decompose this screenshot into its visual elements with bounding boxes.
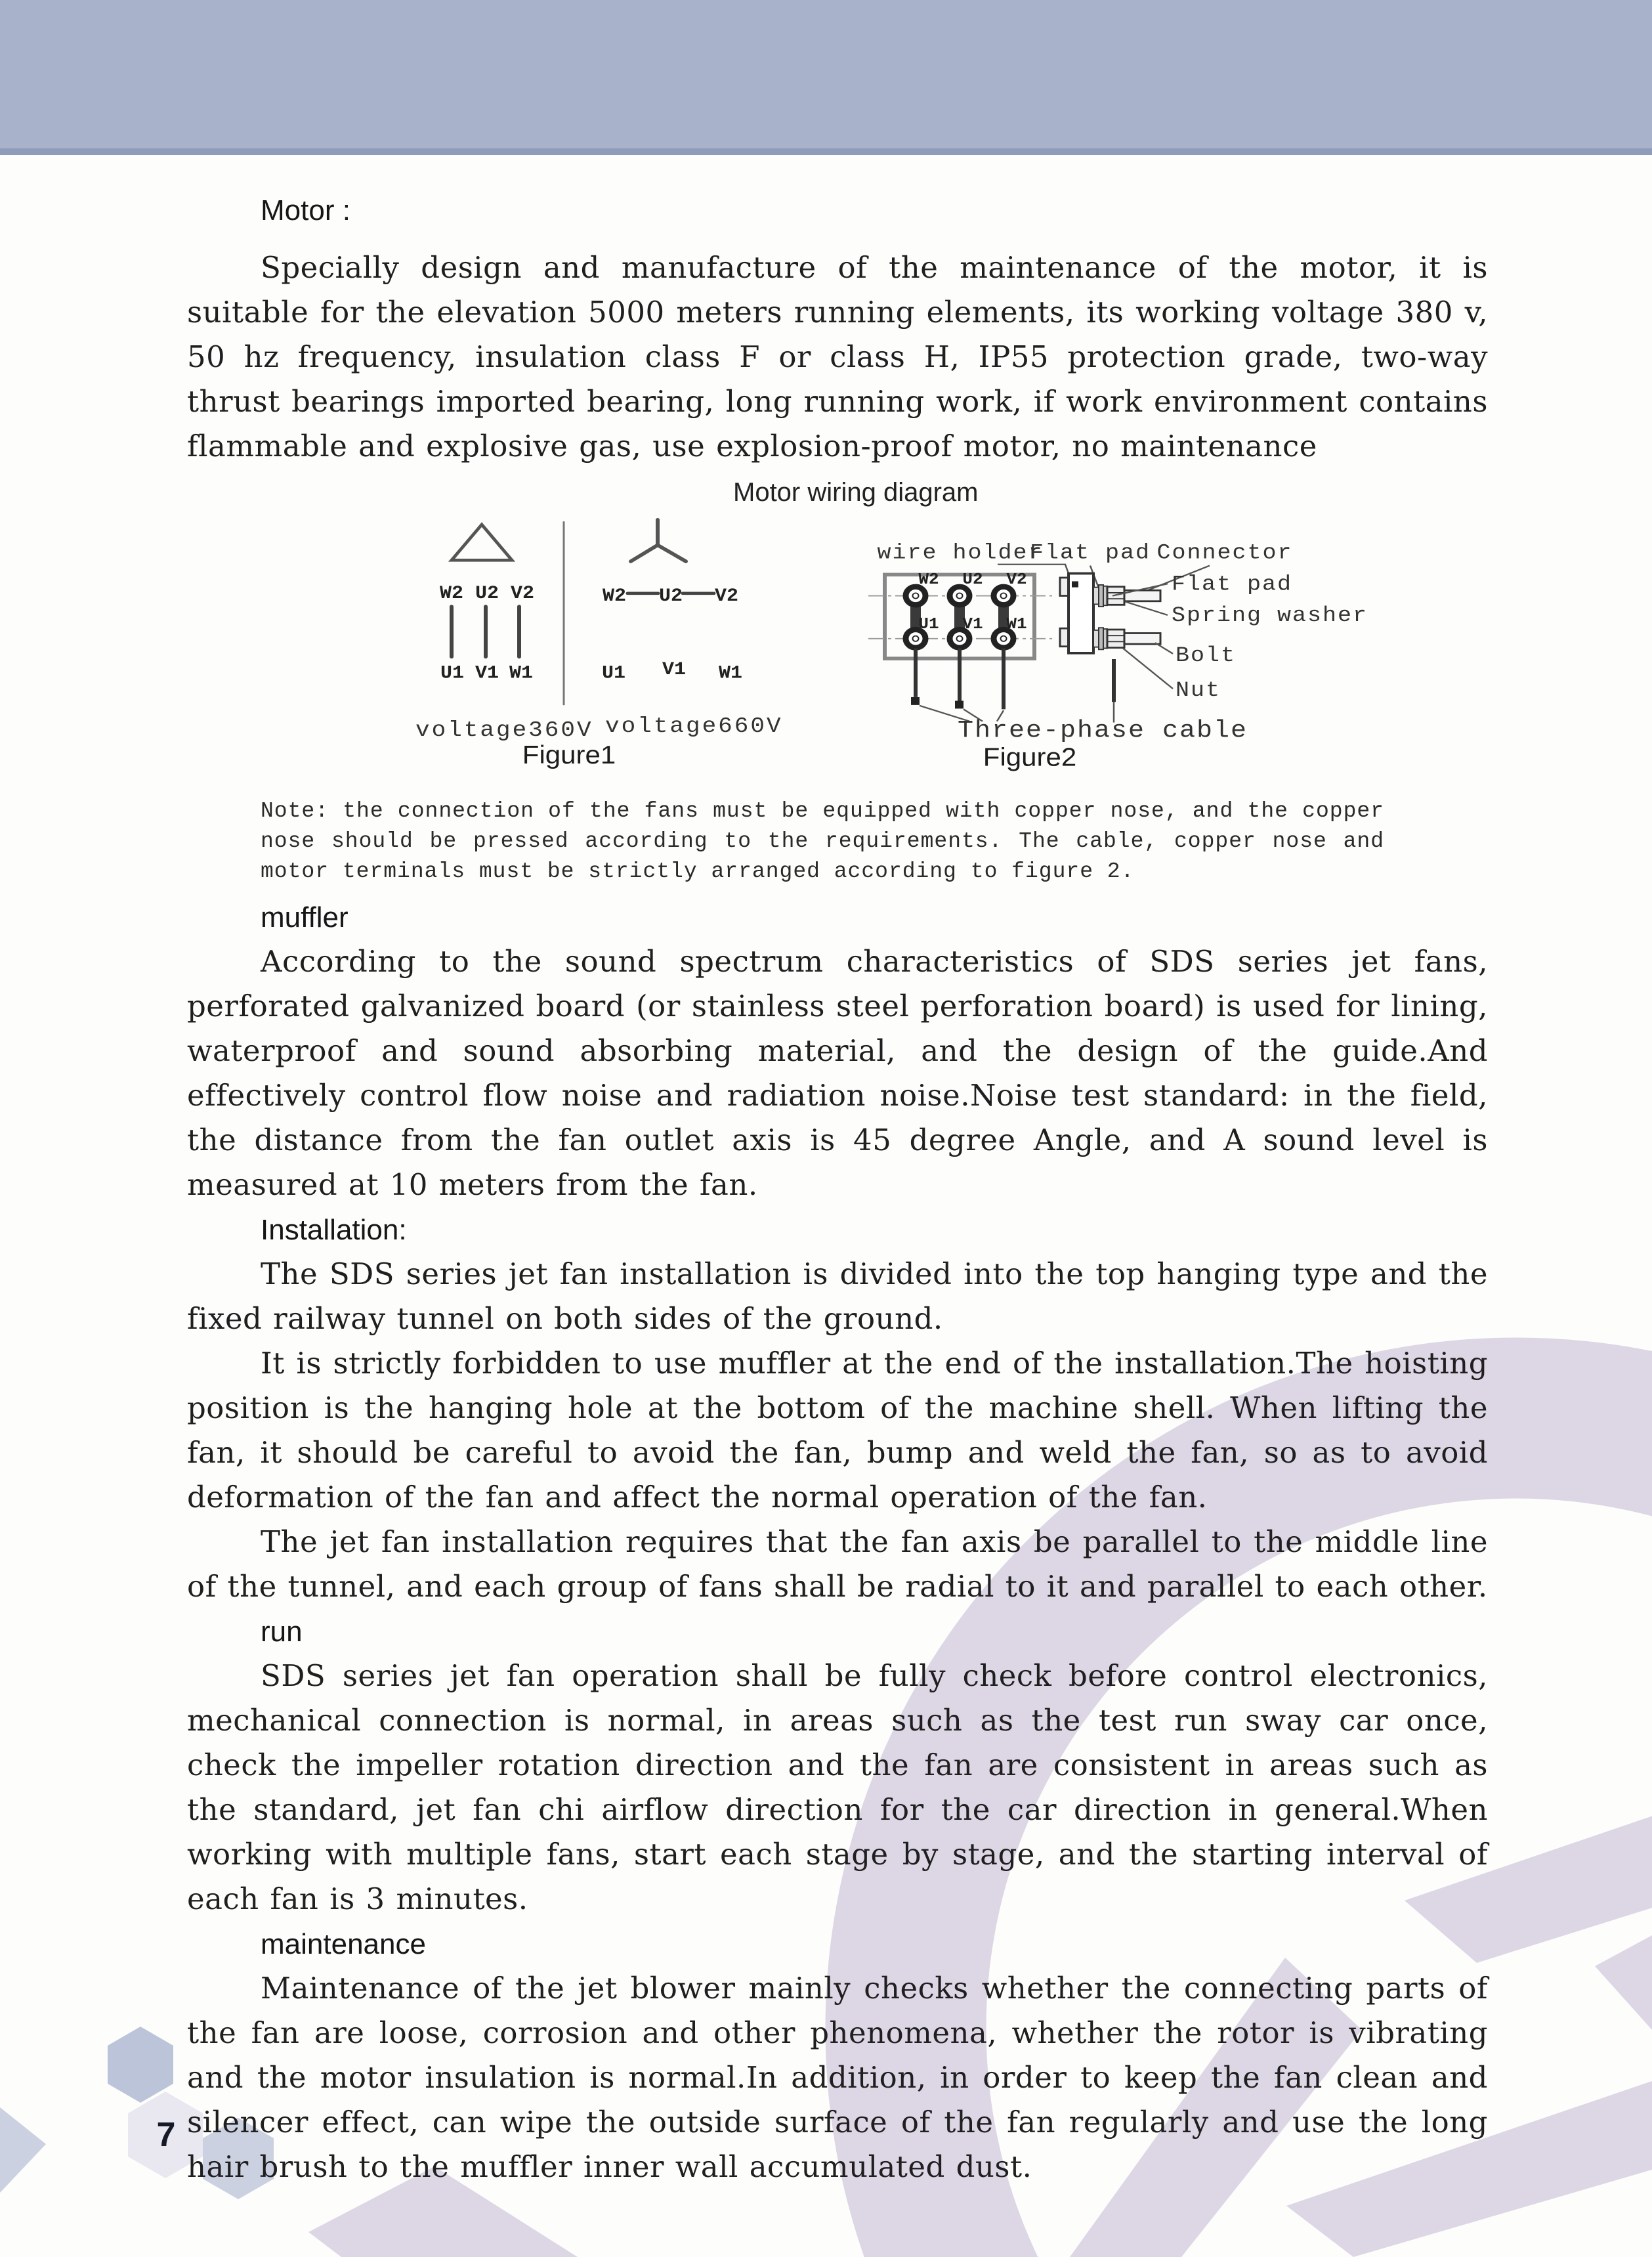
- box-terminal-w2: W2: [918, 570, 939, 589]
- connector-side-view: [1060, 574, 1160, 723]
- installation-paragraph-3: The jet fan installation requires that the fan axis be parallel to the middle line of the tunnel, and each group of fans shall be radial to it and parallel to each other.: [187, 1524, 1488, 1604]
- bolt-label: Bolt: [1175, 643, 1237, 668]
- figure1-delta-diagram: [415, 522, 593, 742]
- delta-terminal-u1: U1: [440, 662, 464, 684]
- box-terminal-u1: U1: [918, 616, 939, 634]
- star-terminal-v1: V1: [662, 659, 686, 680]
- installation-paragraph-1: The SDS series jet fan installation is divided into the top hanging type and the fixed railway tunnel on both sides of the ground.: [187, 1257, 1488, 1336]
- nut-label: Nut: [1175, 679, 1221, 703]
- maintenance-paragraph: Maintenance of the jet blower mainly checks whether the connecting parts of the fan are loose, corrosion and other phenomena, whether the rotor is vibrating and the motor insulation is normal.In addition, in order to keep the fan clean and silencer effect, can wipe the outside surface of the fan regularly and use the long hair brush to the muffler inner wall accumulated dust.: [187, 1971, 1488, 2184]
- run-heading: run: [261, 1616, 303, 1648]
- box-terminal-u2: U2: [962, 570, 983, 589]
- muffler-paragraph: According to the sound spectrum characteristics of SDS series jet fans, perforated galvanized board (or stainless steel perforation board) is used for lining, waterproof and sound absorbing material, and the design of the guide.And effectively control flow noise and radiation noise.Noise test standard: in the field, the distance from the fan outlet axis is 45 degree Angle, and A sound level is measured at 10 meters from the fan.: [187, 944, 1488, 1202]
- maintenance-heading: maintenance: [261, 1928, 426, 1960]
- installation-heading: Installation:: [261, 1214, 407, 1246]
- figure1-caption: Figure1: [522, 740, 616, 769]
- wire-holder-clamp: [1072, 581, 1078, 587]
- delta-terminal-v1: V1: [475, 662, 499, 684]
- installation-paragraph-2: It is strictly forbidden to use muffler at the end of the installation.The hoisting position is the hanging hole at the bottom of the machine shell. When lifting the fan, it should be careful to avoid the fan, bump and weld the fan, so as to avoid deformation of the fan and affect the normal operation of the fan.: [187, 1346, 1488, 1515]
- delta-terminal-v2: V2: [511, 583, 534, 604]
- box-terminal-v2: V2: [1006, 570, 1027, 589]
- spring-washer-label: Spring washer: [1172, 604, 1368, 628]
- star-terminal-u2: U2: [659, 585, 683, 607]
- figure2-caption: Figure2: [983, 742, 1077, 772]
- figure2-terminal-box: [868, 542, 1368, 772]
- page-header-band: [0, 0, 1652, 155]
- box-terminal-w1: W1: [1006, 616, 1027, 634]
- star-voltage-caption: voltage660V: [605, 714, 783, 739]
- stud-bottom: [1093, 628, 1160, 649]
- star-symbol-icon: [631, 520, 686, 561]
- delta-terminal-w2: W2: [440, 583, 463, 604]
- star-terminal-v2: V2: [715, 585, 738, 607]
- figure-note: Note: the connection of the fans must be equipped with copper nose, and the copper nose should be pressed according to the requirements. The cable, copper nose and motor terminals must be strictly arranged according to figure 2.: [261, 799, 1384, 884]
- star-terminal-w1: W1: [719, 662, 742, 684]
- wire-holder-label: wire holder: [877, 541, 1044, 566]
- figure1-star-diagram: [602, 520, 783, 739]
- three-phase-cable-label: Three-phase cable: [958, 716, 1248, 745]
- delta-voltage-caption: voltage360V: [415, 718, 593, 743]
- run-paragraph: SDS series jet fan operation shall be fully check before control electronics, mechanical connection is normal, in areas such as the test run sway car once, check the impeller rotation direction and the fan are consistent in areas such as the standard, jet fan chi airflow direction for the car direction in general.When working with multiple fans, start each stage by stage, and the starting interval of each fan is 3 minutes.: [187, 1658, 1488, 1916]
- figure-block-title: Motor wiring diagram: [733, 478, 979, 507]
- star-terminal-u1: U1: [602, 662, 625, 684]
- delta-symbol-icon: [452, 525, 512, 560]
- star-terminal-w2: W2: [603, 585, 626, 607]
- flat-pad-label: Flat pad: [1172, 572, 1293, 597]
- page-number: 7: [156, 2116, 176, 2154]
- motor-paragraph: Specially design and manufacture of the maintenance of the motor, it is suitable for the elevation 5000 meters running elements, its working voltage 380 v, 50 hz frequency, insulation class F or class H, IP55 protection grade, two-way thrust bearings imported bearing, long running work, if work environment contains flammable and explosive gas, use explosion-proof motor, no maintenance: [187, 250, 1488, 463]
- motor-wiring-diagram: [377, 510, 1510, 794]
- connector-label: Connector: [1156, 541, 1293, 566]
- delta-terminal-u2: U2: [475, 583, 499, 604]
- box-terminal-v1: V1: [962, 616, 983, 634]
- page-content: [0, 155, 1652, 2189]
- delta-terminal-w1: W1: [509, 662, 533, 684]
- muffler-heading: muffler: [261, 901, 349, 934]
- flat-pad-top-label: Flat pad: [1029, 541, 1151, 566]
- motor-heading: Motor :: [261, 194, 350, 226]
